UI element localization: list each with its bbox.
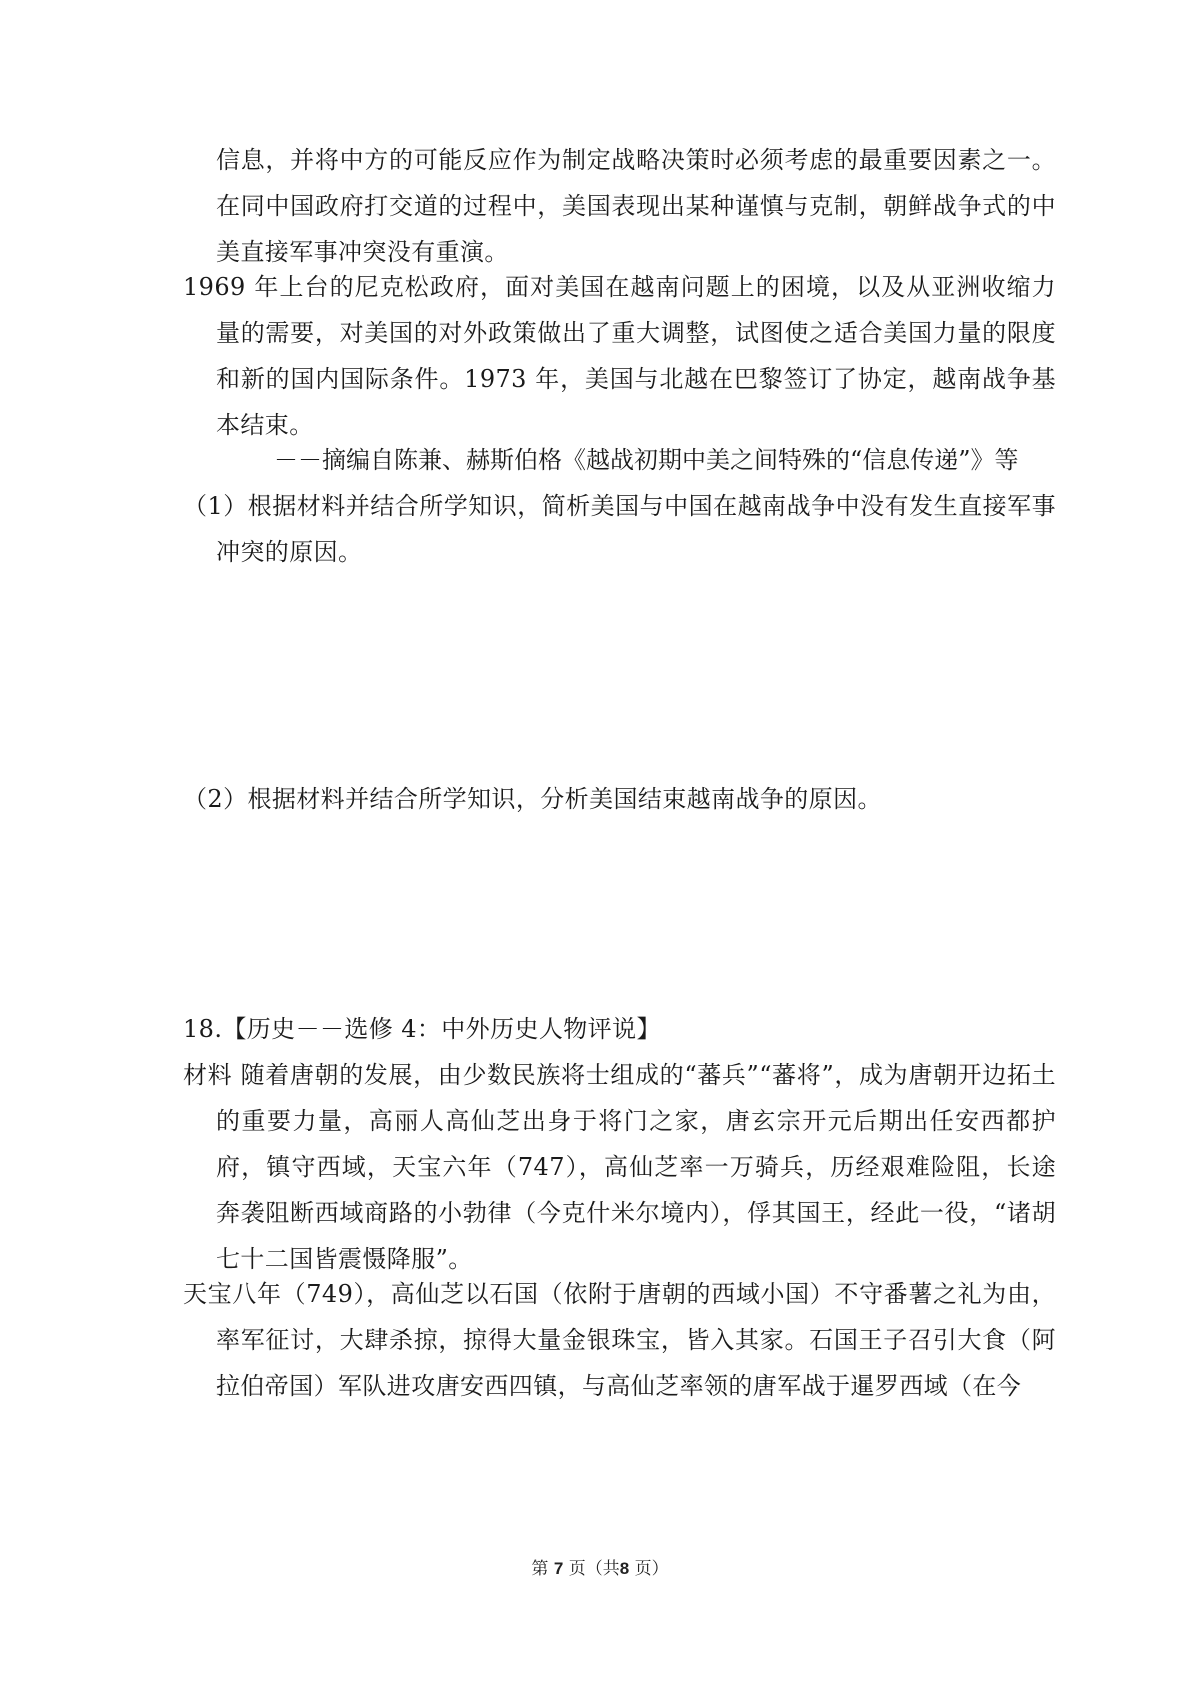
material-paragraph-nixon: 1969 年上台的尼克松政府，面对美国在越南问题上的困境，以及从亚洲收缩力量的需要，对美国的对外政策做出了重大调整，试图使之适合美国力量的限度和新的国内国际条件。1973 年，美国与北越在巴黎签订了协定，越南战争基本结束。: [183, 273, 1056, 439]
footer-suffix: 页）: [634, 1559, 669, 1579]
question-18-title: 18.【历史－－选修 4：中外历史人物评说】: [183, 1015, 661, 1043]
footer-page-number: 7: [553, 1559, 564, 1578]
page-footer: [0, 1557, 1200, 1581]
material-paragraph-tianbao: 天宝八年（749），高仙芝以石国（依附于唐朝的西域小国）不守番薯之礼为由，率军征讨，大肆杀掠，掠得大量金银珠宝，皆入其家。石国王子召引大食（阿拉伯帝国）军队进攻唐安西四镇，与高仙芝率领的唐军战于暹罗西域（在今: [183, 1280, 1056, 1400]
footer-middle: 页（共: [568, 1559, 620, 1579]
question-2: （2）根据材料并结合所学知识，分析美国结束越南战争的原因。: [183, 785, 882, 813]
footer-prefix: 第: [531, 1559, 549, 1579]
material-paragraph-continued: 信息，并将中方的可能反应作为制定战略决策时必须考虑的最重要因素之一。在同中国政府打交道的过程中，美国表现出某种谨慎与克制，朝鲜战争式的中美直接军事冲突没有重演。: [216, 146, 1056, 266]
question-1: （1）根据材料并结合所学知识，简析美国与中国在越南战争中没有发生直接军事冲突的原因。: [183, 492, 1056, 566]
material-source-citation: －－摘编自陈兼、赫斯伯格《越战初期中美之间特殊的“信息传递”》等: [274, 446, 1019, 474]
footer-total-pages: 8: [619, 1559, 630, 1578]
material-paragraph-gao-xianzhi: 材料 随着唐朝的发展，由少数民族将士组成的“蕃兵”“蕃将”，成为唐朝开边拓土的重要力量，高丽人高仙芝出身于将门之家，唐玄宗开元后期出任安西都护府，镇守西域，天宝六年（747），高仙芝率一万骑兵，历经艰难险阻，长途奔袭阻断西域商路的小勃律（今克什米尔境内），俘其国王，经此一役，“诸胡七十二国皆震慑降服”。: [183, 1061, 1056, 1273]
